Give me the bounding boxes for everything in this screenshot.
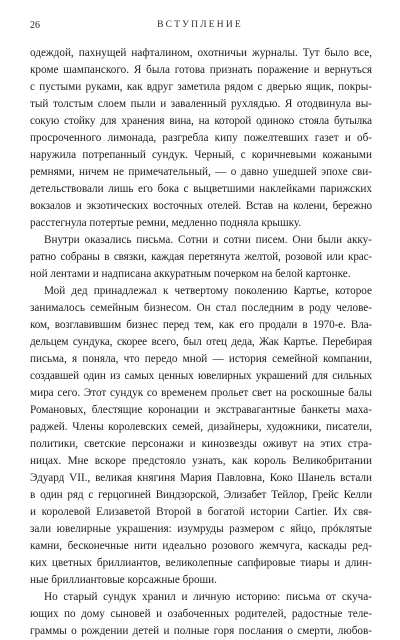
text-line: наружила потрепанный сундук. Черный, с коричневыми кожаными <box>30 149 372 161</box>
text-line: раджей. Члены королевских семей, дизайнеры, художники, писатели, <box>30 421 372 433</box>
text-line: Эдуард VII., великая княгиня Мария Павловна, Коко Шанель встали <box>30 472 372 484</box>
text-line: мира сего. Этот сундук со временем прольет свет на роскошные балы <box>30 387 372 399</box>
text-line: сокую стойку для хранения вина, на которой одиноко стояла бутылка <box>30 115 372 127</box>
text-line: ные бриллиантовые корсажные броши. <box>30 574 217 586</box>
text-line: расстегнула потертые ремни, медленно подняла крышку. <box>30 217 302 229</box>
paragraph <box>30 232 372 283</box>
text-line: ремнями, ничем не примечательный, — о давно ушедшей эпохе сви- <box>30 166 372 178</box>
text-line: и королевой Елизаветой Второй в богатой истории Cartier. Их свя- <box>30 506 372 518</box>
paragraph <box>30 283 372 589</box>
text-line: ком, возглавившим бизнес перед тем, как его продали в 1970-е. Вла- <box>30 319 372 331</box>
text-line: ких цветных бриллиантов, великолепные сапфировые тиары и длин- <box>30 557 372 569</box>
paragraph <box>30 589 372 640</box>
text-line: ратно собраны в связки, каждая перетянута желтой, розовой или крас- <box>30 251 372 263</box>
text-line: письма, я поняла, что передо мной — история семейной компании, <box>30 353 372 365</box>
text-line: граммы о рождении детей и полные горя послания о смерти, любов- <box>30 625 372 637</box>
text-line: политики, светские персонажи и кинозвезды оживут на этих стра- <box>30 438 372 450</box>
paragraph <box>30 45 372 232</box>
text-line: дельцем сундука, скорее всего, был отец деда, Жак Картье. Перебирая <box>30 336 372 348</box>
text-line: с пустыми руками, как вдруг заметила рядом с дверью ящик, покры- <box>30 81 372 93</box>
text-line: камни, бесконечные нити идеально розового жемчуга, каскады ред- <box>30 540 372 552</box>
text-line: занималось семейным бизнесом. Он стал последним в роду челове- <box>30 302 372 314</box>
text-line: ной лентами и надписана аккуратным почерком на белой картонке. <box>30 268 351 280</box>
text-line: ницах. Мне вскоре предстояло узнать, как король Великобритании <box>30 455 372 467</box>
text-line: зали ювелирные украшения: изумруды размером с яйцо, прóклятые <box>30 523 372 535</box>
text-line: в один ряд с герцогиней Виндзорской, Элизабет Тейлор, Грейс Келли <box>30 489 372 501</box>
text-line: Но старый сундук хранил и личную историю: письма от скуча- <box>44 591 372 603</box>
text-line: вокзалов и экзотических восточных отелей. Встав на колени, бережно <box>30 200 372 212</box>
text-line: детельствовали лишь его бока с выцветшими наклейками парижских <box>30 183 372 195</box>
text-line: Мой дед принадлежал к четвертому поколению Картье, которое <box>44 285 372 297</box>
text-line: создавшей один из самых ценных ювелирных украшений для сильных <box>30 370 372 382</box>
text-line: ющих по дому сыновей и озабоченных родителей, радостные теле- <box>30 608 372 620</box>
body-text <box>30 45 372 640</box>
text-line: кроме шампанского. Я была готова признать поражение и вернуться <box>30 64 372 76</box>
page-number: 26 <box>30 20 40 31</box>
text-line: просроченного лимонада, разгребла кипу пожелтевших газет и об- <box>30 132 372 144</box>
text-line: Внутри оказались письма. Сотни и сотни писем. Они были акку- <box>44 234 372 246</box>
text-line: Романовых, блестящие коронации и экстравагантные банкеты маха- <box>30 404 372 416</box>
text-line: одеждой, пахнущей нафталином, охотничьи журналы. Тут было все, <box>30 47 372 59</box>
running-head: ВСТУПЛЕНИЕ <box>157 20 243 30</box>
text-line: тый толстым слоем пыли и заваленный рухлядью. Я отодвинула вы- <box>30 98 372 110</box>
